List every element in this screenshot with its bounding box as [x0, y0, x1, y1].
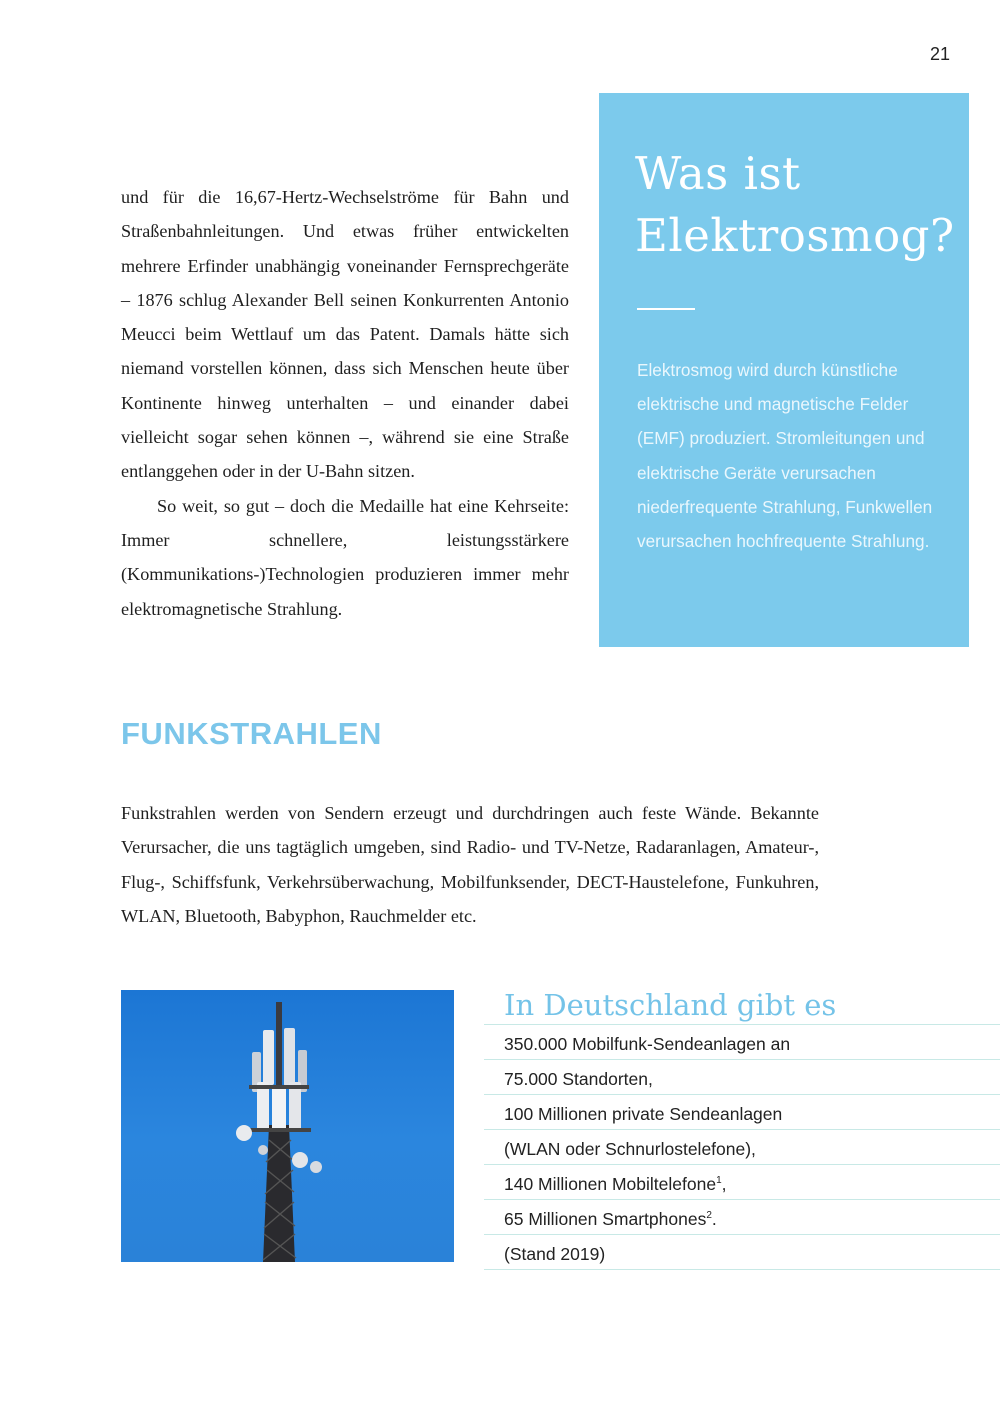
stats-box — [484, 980, 1000, 1270]
funkstrahlen-text: Funkstrahlen werden von Sendern erzeugt und durchdringen auch feste Wände. Bekannte Verursacher, die uns tagtäglich umgeben, sind Radio- und TV-Netze, Radaranlagen, Amateur-, Flug-, Schiffsfunk, Verkehrsüberwachung, Mobilfunksender, DECT-Haustelefone, Funkuhren, WLAN, Bluetooth, Babyphon, Rauchmelder etc. — [121, 803, 819, 926]
section-heading-funkstrahlen: FUNKSTRAHLEN — [121, 716, 382, 751]
footnote-ref: 1 — [716, 1175, 722, 1186]
infobox-title: Was ist Elektrosmog? — [635, 147, 955, 262]
stats-line: 140 Millionen Mobiltelefone$^1$, — [484, 1165, 1000, 1200]
intro-text — [121, 180, 569, 626]
stats-list — [484, 1025, 1000, 1270]
stats-line: 75.000 Standorten, — [484, 1060, 1000, 1095]
footnote-ref: 2 — [706, 1210, 712, 1221]
stats-line: 65 Millionen Smartphones$^2$. — [484, 1200, 1000, 1235]
cell-tower-photo — [121, 990, 454, 1262]
stats-line: (WLAN oder Schnurlostelefone), — [484, 1130, 1000, 1165]
intro-paragraph-1: und für die 16,67-Hertz-Wechselströme für Bahn und Straßenbahnleitungen. Und etwas früher entwickelten mehrere Erfinder unabhängig voneinander Fernsprechgeräte – 1876 schlug Alexander Bell seinen Konkurrenten Antonio Meucci beim Wettlauf um das Patent. Damals hätte sich niemand vorstellen können, dass sich Menschen heute über Kontinente hinweg unterhalten – und einander dabei vielleicht sogar sehen können –, während sie eine Straße entlanggehen oder in der U-Bahn sitzen. — [121, 187, 569, 482]
cell-tower-illustration — [121, 990, 454, 1262]
intro-paragraph-2: So weit, so gut – doch die Medaille hat eine Kehrseite: Immer schnellere, leistungsstärkere (Kommunikations-)Technologien produzieren immer mehr elektromagnetische Strahlung. — [121, 495, 569, 619]
stats-line: (Stand 2019) — [484, 1235, 1000, 1270]
page-number: 21 — [929, 44, 950, 64]
elektrosmog-infobox — [599, 93, 969, 647]
stats-line: 100 Millionen private Sendeanlagen — [484, 1095, 1000, 1130]
infobox-divider — [637, 308, 695, 310]
stats-line: 350.000 Mobilfunk-Sendeanlagen an — [484, 1025, 1000, 1060]
stats-heading: In Deutschland gibt es — [484, 980, 1000, 1025]
infobox-text: Elektrosmog wird durch künstliche elektrische und magnetische Felder (EMF) produziert. Stromleitungen und elektrische Geräte verursachen niederfrequente Strahlung, Funkwellen verursachen hochfrequente Strahlung. — [637, 360, 933, 552]
